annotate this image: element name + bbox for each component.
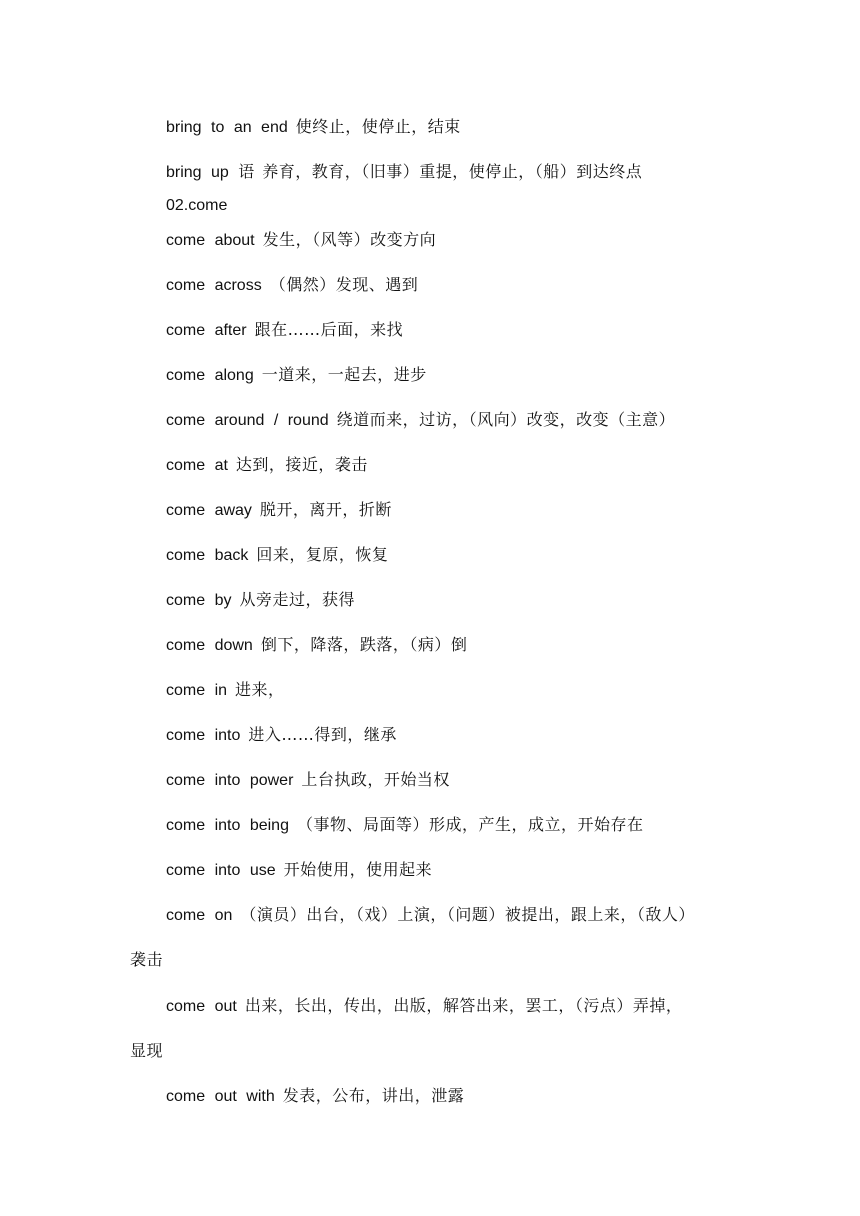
meaning: 回来，复原，恢复 xyxy=(256,545,389,564)
phrase: come on xyxy=(166,907,233,924)
entry-come-around-round xyxy=(166,409,675,432)
meaning: 倒下，降落，跌落，（病）倒 xyxy=(260,635,468,654)
entry-bring-up xyxy=(166,161,642,184)
meaning: 脱开，离开，折断 xyxy=(259,500,392,519)
entry-come-out-with xyxy=(166,1085,464,1108)
phrase: bring up 语 xyxy=(166,164,255,181)
meaning: 从旁走过，获得 xyxy=(239,590,355,609)
entry-come-into xyxy=(166,724,397,747)
entry-bring-to-an-end xyxy=(166,116,461,139)
entry-come-out-continuation xyxy=(130,1040,163,1063)
meaning: 达到，接近，袭击 xyxy=(235,455,368,474)
phrase: come into use xyxy=(166,862,276,879)
meaning: 上台执政，开始当权 xyxy=(301,770,450,789)
entry-come-after xyxy=(166,319,403,342)
entry-come-back xyxy=(166,544,388,567)
meaning: 跟在……后面，来找 xyxy=(254,320,404,339)
entry-come-away xyxy=(166,499,392,522)
phrase: come back xyxy=(166,547,249,564)
phrase: come at xyxy=(166,457,228,474)
entry-come-into-use xyxy=(166,859,432,882)
phrase: come along xyxy=(166,367,254,384)
entry-come-into-being xyxy=(166,814,643,837)
entry-come-at xyxy=(166,454,368,477)
meaning: （演员）出台，（戏）上演，（问题）被提出，跟上来，（敌人） xyxy=(240,905,695,924)
phrase: come across xyxy=(166,277,262,294)
meaning: 绕道而来，过访，（风向）改变，改变（主意） xyxy=(336,410,676,429)
meaning: 发表，公布，讲出，泄露 xyxy=(282,1086,465,1105)
meaning: （事物、局面等）形成，产生，成立，开始存在 xyxy=(296,815,644,834)
entry-come-on-continuation xyxy=(130,949,163,972)
section-heading xyxy=(166,195,235,217)
meaning: 出来，长出，传出，出版，解答出来，罢工，（污点）弄掉， xyxy=(244,996,683,1015)
entry-come-into-power xyxy=(166,769,450,792)
meaning: 发生，（风等）改变方向 xyxy=(262,230,437,249)
meaning: 进来， xyxy=(235,680,285,699)
entry-come-along xyxy=(166,364,427,387)
phrase: come into power xyxy=(166,772,294,789)
entry-come-on xyxy=(166,904,695,927)
phrase: bring to an end xyxy=(166,119,288,136)
meaning: 进入……得到，继承 xyxy=(248,725,397,744)
entry-come-down xyxy=(166,634,467,657)
meaning-continuation: 显现 xyxy=(130,1041,164,1060)
meaning: （偶然）发现、遇到 xyxy=(269,275,419,294)
phrase: come in xyxy=(166,682,228,699)
phrase: come around / round xyxy=(166,412,329,429)
meaning: 使终止，使停止，结束 xyxy=(295,117,461,136)
meaning: 开始使用，使用起来 xyxy=(283,860,433,879)
phrase: come away xyxy=(166,502,252,519)
meaning: 一道来，一起去，进步 xyxy=(261,365,427,384)
phrase: come into being xyxy=(166,817,289,834)
entry-come-about xyxy=(166,229,436,252)
phrase: come about xyxy=(166,232,255,249)
meaning: 养育，教育，（旧事）重提，使停止，（船）到达终点 xyxy=(262,162,643,181)
phrase: come after xyxy=(166,322,247,339)
heading-text: 02.come xyxy=(166,197,228,214)
phrase: come out xyxy=(166,998,237,1015)
phrase: come down xyxy=(166,637,253,654)
phrase: come out with xyxy=(166,1088,275,1105)
entry-come-out xyxy=(166,995,682,1018)
phrase: come by xyxy=(166,592,232,609)
meaning-continuation: 袭击 xyxy=(130,950,164,969)
entry-come-across xyxy=(166,274,418,297)
entry-come-by xyxy=(166,589,355,612)
phrase: come into xyxy=(166,727,241,744)
entry-come-in xyxy=(166,679,285,702)
